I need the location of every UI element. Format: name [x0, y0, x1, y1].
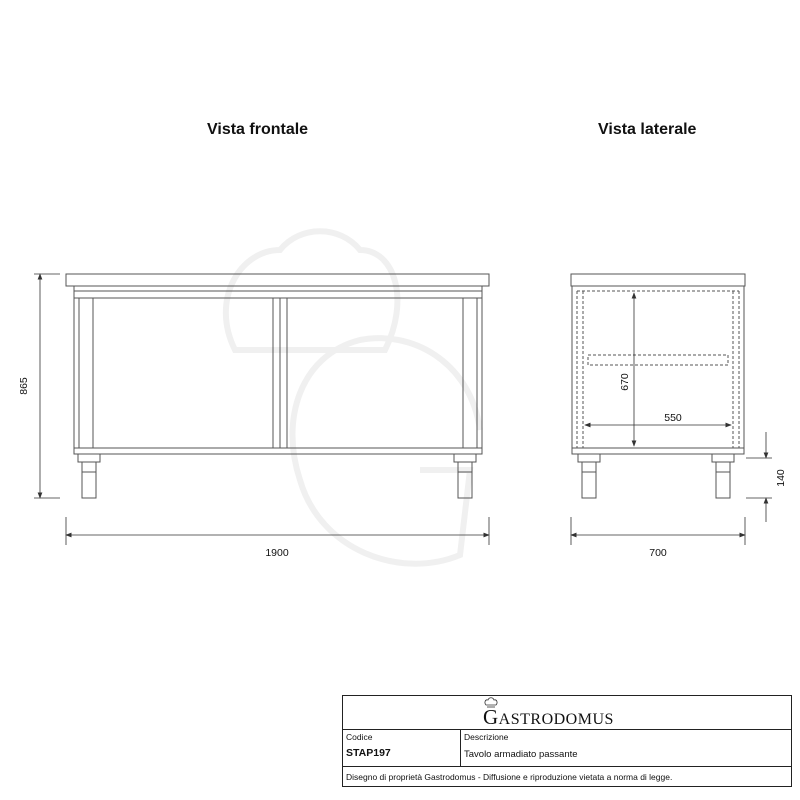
ownership-notice: Disegno di proprietà Gastrodomus - Diffusione e riproduzione vietata a norma di legge.: [346, 772, 673, 782]
description-cell: [461, 730, 791, 767]
front-worktop: [66, 274, 489, 286]
code-label: Codice: [346, 732, 373, 742]
front-view-drawing: [66, 274, 489, 498]
side-right-leg: [712, 454, 734, 498]
dim-inner-depth: 550: [664, 412, 682, 424]
side-worktop: [571, 274, 745, 286]
dim-front-height: 865: [18, 377, 30, 395]
title-block: [342, 695, 792, 787]
side-left-leg: [578, 454, 600, 498]
title-block-logo-row: [343, 696, 791, 730]
dim-side-depth: 700: [649, 547, 667, 559]
side-view-title: Vista laterale: [598, 121, 697, 138]
front-left-leg: [78, 454, 100, 498]
dim-inner-height: 670: [619, 373, 631, 391]
watermark-logo: [226, 231, 480, 563]
code-value: STAP197: [346, 747, 391, 759]
front-right-panel: [463, 298, 477, 448]
title-block-footer: [343, 767, 791, 787]
description-label: Descrizione: [464, 732, 509, 742]
dim-leg-height: 140: [775, 469, 787, 487]
front-view-title: Vista frontale: [207, 121, 309, 138]
side-cabinet-body: [572, 286, 744, 454]
front-dimension-lines: [34, 274, 489, 545]
dim-front-width: 1900: [265, 547, 289, 559]
front-left-panel: [79, 298, 93, 448]
code-cell: [343, 730, 461, 767]
front-cabinet-body: [74, 286, 482, 454]
title-block-info-row: [343, 730, 791, 767]
description-value: Tavolo armadiato passante: [464, 749, 578, 760]
brand-logo: GASTRODOMUS: [483, 705, 614, 729]
side-view-drawing: [571, 274, 745, 498]
